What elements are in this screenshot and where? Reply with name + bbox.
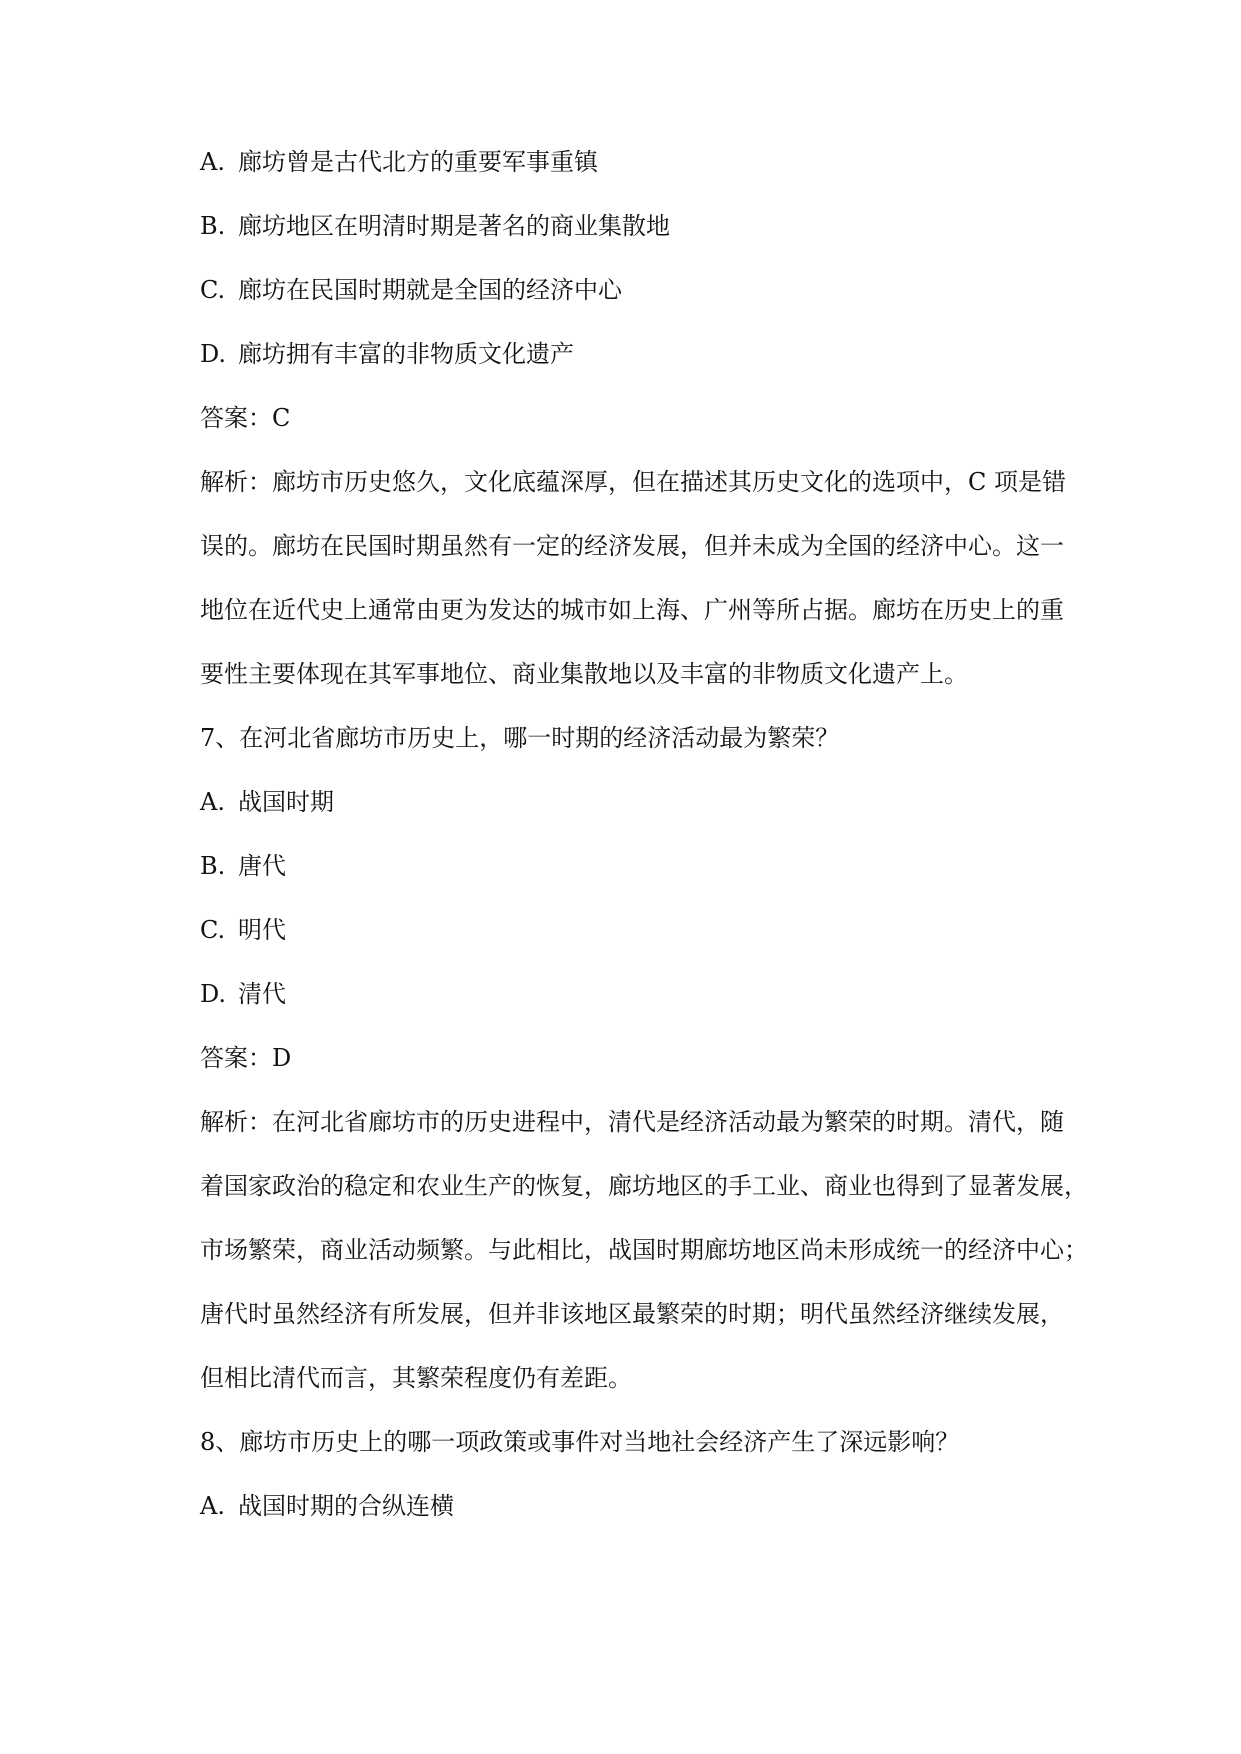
q8-question: 8、廊坊市历史上的哪一项政策或事件对当地社会经济产生了深远影响？ (200, 1428, 960, 1456)
q7-answer: 答案：D (200, 1044, 292, 1072)
option-text: 明代 (238, 916, 286, 944)
analysis-line: 要性主要体现在其军事地位、商业集散地以及丰富的非物质文化遗产上。 (200, 660, 968, 688)
q6-option-a (200, 146, 1100, 178)
q6-option-d (200, 338, 1100, 370)
analysis-line: 解析：廊坊市历史悠久，文化底蕴深厚，但在描述其历史文化的选项中，C 项是错 (200, 468, 1066, 496)
analysis-line: 误的。廊坊在民国时期虽然有一定的经济发展，但并未成为全国的经济中心。这一 (200, 532, 1064, 560)
q6-answer: 答案：C (200, 404, 291, 432)
q7-option-c (200, 914, 1100, 946)
analysis-line: 唐代时虽然经济有所发展，但并非该地区最繁荣的时期；明代虽然经济继续发展， (200, 1300, 1064, 1328)
analysis-line: 但相比清代而言，其繁荣程度仍有差距。 (200, 1364, 632, 1392)
option-text: 战国时期的合纵连横 (238, 1492, 454, 1520)
option-text: 廊坊拥有丰富的非物质文化遗产 (238, 340, 574, 368)
option-text: 唐代 (238, 852, 286, 880)
q7-option-d (200, 978, 1100, 1010)
q7-option-b (200, 850, 1100, 882)
q6-analysis (200, 450, 1100, 706)
option-letter: B. (200, 212, 226, 240)
analysis-line: 市场繁荣，商业活动频繁。与此相比，战国时期廊坊地区尚未形成统一的经济中心； (200, 1236, 1088, 1264)
q7-analysis (200, 1090, 1100, 1410)
option-text: 清代 (238, 980, 286, 1008)
option-text: 廊坊在民国时期就是全国的经济中心 (238, 276, 622, 304)
option-letter: D. (200, 340, 227, 368)
q7-question: 7、在河北省廊坊市历史上，哪一时期的经济活动最为繁荣？ (200, 724, 840, 752)
analysis-line: 地位在近代史上通常由更为发达的城市如上海、广州等所占据。廊坊在历史上的重 (200, 596, 1064, 624)
option-text: 战国时期 (238, 788, 334, 816)
option-text: 廊坊曾是古代北方的重要军事重镇 (238, 148, 598, 176)
option-letter: A. (200, 788, 225, 816)
option-letter: C. (200, 276, 226, 304)
analysis-line: 着国家政治的稳定和农业生产的恢复，廊坊地区的手工业、商业也得到了显著发展， (200, 1172, 1088, 1200)
option-letter: B. (200, 852, 226, 880)
analysis-line: 解析：在河北省廊坊市的历史进程中，清代是经济活动最为繁荣的时期。清代，随 (200, 1108, 1064, 1136)
document-page (200, 146, 1100, 1554)
q8-option-a (200, 1490, 1100, 1522)
option-text: 廊坊地区在明清时期是著名的商业集散地 (238, 212, 670, 240)
option-letter: A. (200, 148, 225, 176)
option-letter: C. (200, 916, 226, 944)
q7-option-a (200, 786, 1100, 818)
option-letter: D. (200, 980, 227, 1008)
option-letter: A. (200, 1492, 225, 1520)
q6-option-c (200, 274, 1100, 306)
q6-option-b (200, 210, 1100, 242)
